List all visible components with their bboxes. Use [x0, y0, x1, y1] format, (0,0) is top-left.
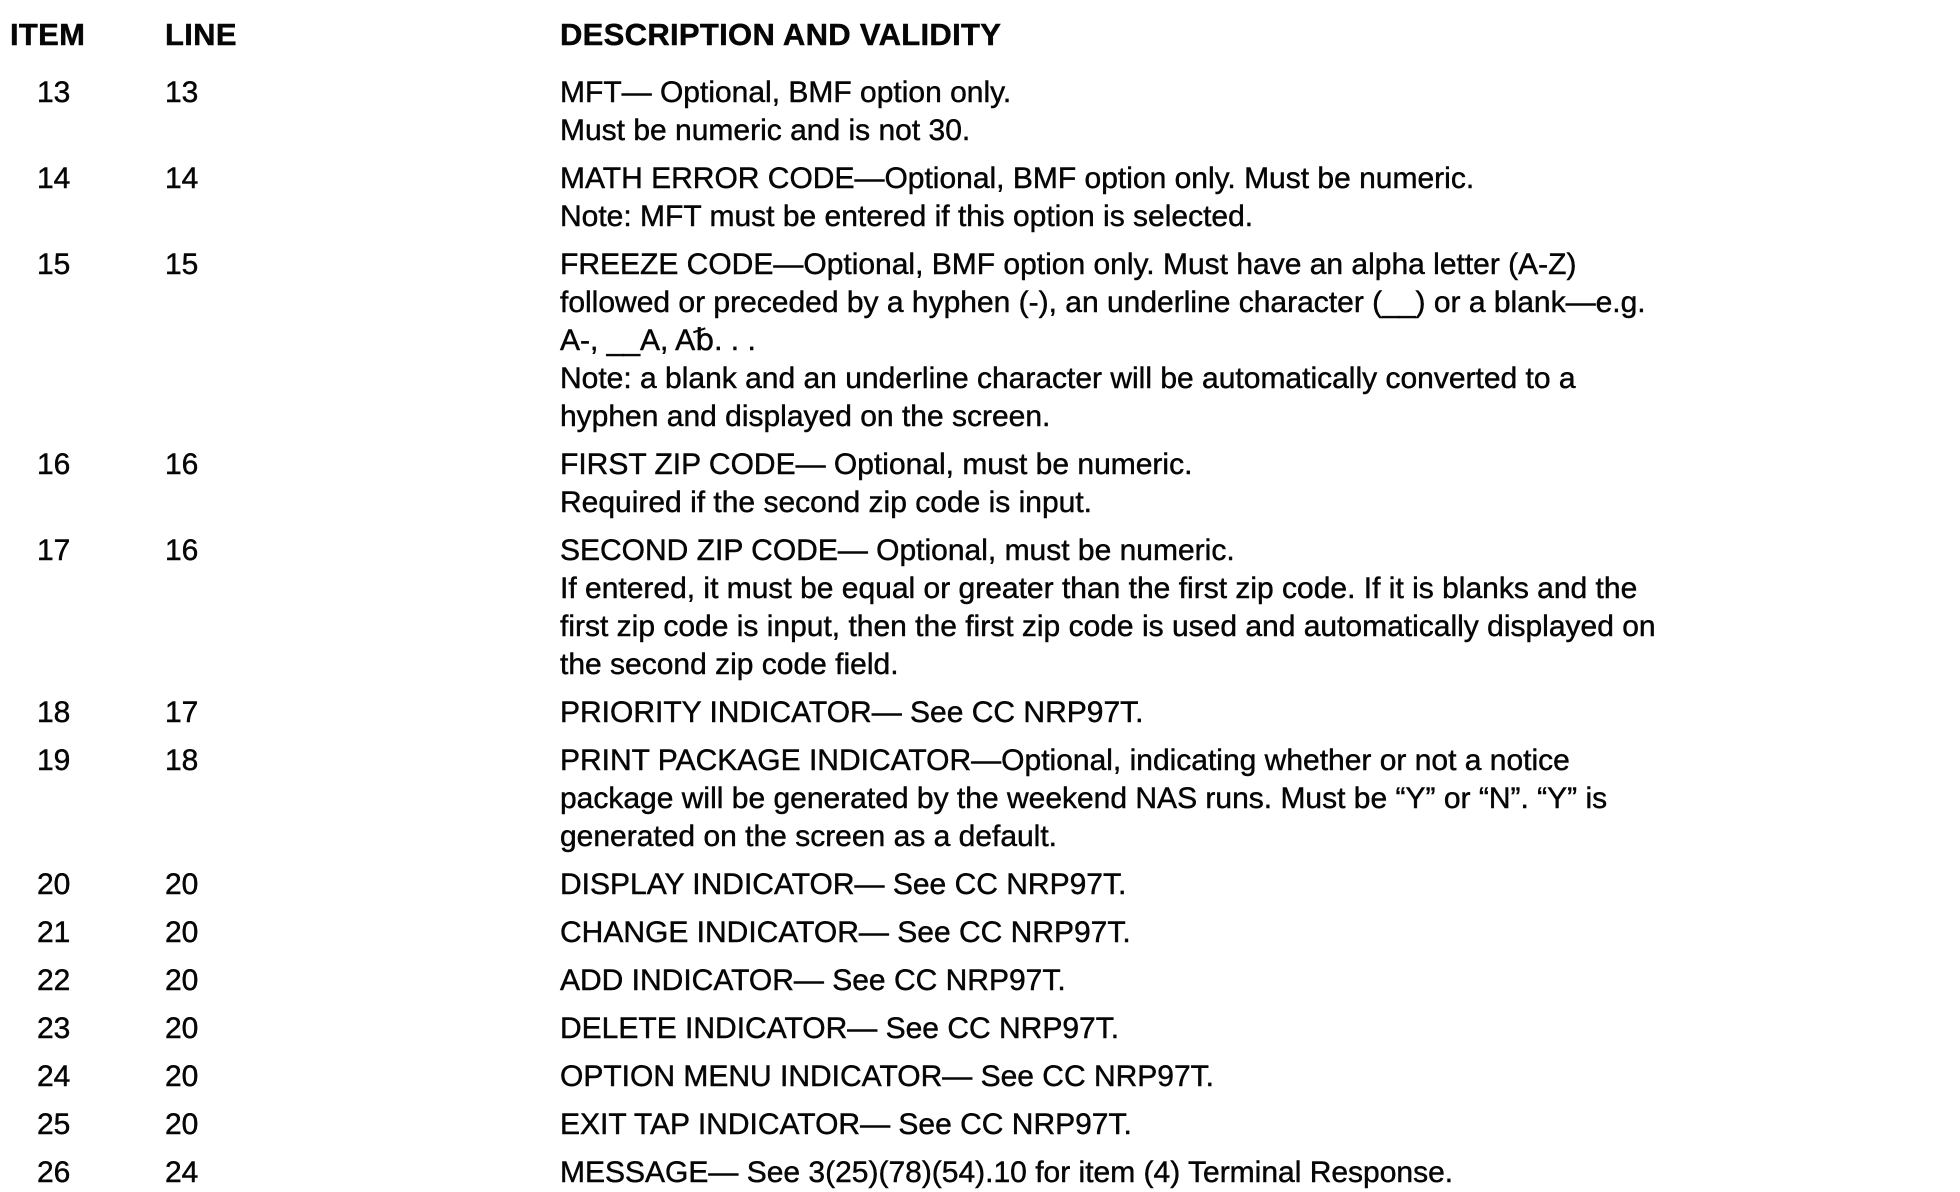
description-line: DISPLAY INDICATOR— See CC NRP97T.	[560, 868, 1127, 901]
line-number: 20	[165, 916, 199, 949]
description-cell	[560, 1058, 1940, 1096]
column-header-line: LINE	[165, 17, 237, 52]
line-number: 20	[165, 1108, 199, 1141]
table-row	[10, 160, 1940, 236]
item-number: 25	[37, 1108, 71, 1141]
description-cell	[560, 1106, 1940, 1144]
line-number: 16	[165, 534, 199, 567]
item-number: 21	[37, 916, 71, 949]
description-line: Note: a blank and an underline character will be automatically converted to a	[560, 362, 1576, 395]
table-row	[10, 914, 1940, 952]
table-row	[10, 532, 1940, 684]
description-line: PRINT PACKAGE INDICATOR—Optional, indicating whether or not a notice	[560, 744, 1570, 777]
table-row	[10, 1058, 1940, 1096]
line-number: 20	[165, 1060, 199, 1093]
item-number: 20	[37, 868, 71, 901]
table-row	[10, 962, 1940, 1000]
item-number: 15	[37, 248, 71, 281]
table-row	[10, 694, 1940, 732]
line-number: 20	[165, 964, 199, 997]
table-row	[10, 1154, 1940, 1192]
description-cell	[560, 1154, 1940, 1192]
line-number: 20	[165, 1012, 199, 1045]
description-line: package will be generated by the weekend NAS runs. Must be “Y” or “N”. “Y” is	[560, 782, 1608, 815]
description-cell	[560, 742, 1940, 856]
description-line: first zip code is input, then the first zip code is used and automatically displayed on	[560, 610, 1656, 643]
table-header-row	[10, 16, 1940, 54]
description-cell	[560, 962, 1940, 1000]
description-line: followed or preceded by a hyphen (-), an underline character (__) or a blank—e.g.	[560, 286, 1646, 319]
description-line: generated on the screen as a default.	[560, 820, 1058, 853]
description-line: EXIT TAP INDICATOR— See CC NRP97T.	[560, 1108, 1132, 1141]
table-row	[10, 1010, 1940, 1048]
description-line: ADD INDICATOR— See CC NRP97T.	[560, 964, 1066, 997]
table-row	[10, 742, 1940, 856]
description-line: PRIORITY INDICATOR— See CC NRP97T.	[560, 696, 1144, 729]
description-line: hyphen and displayed on the screen.	[560, 400, 1051, 433]
description-line: Note: MFT must be entered if this option is selected.	[560, 200, 1254, 233]
line-number: 13	[165, 76, 199, 109]
item-number: 13	[37, 76, 71, 109]
description-line: MFT— Optional, BMF option only.	[560, 76, 1012, 109]
table-row	[10, 246, 1940, 436]
table-row	[10, 446, 1940, 522]
line-number: 17	[165, 696, 199, 729]
description-line: FIRST ZIP CODE— Optional, must be numeric.	[560, 448, 1193, 481]
description-cell	[560, 160, 1940, 236]
table-row	[10, 74, 1940, 150]
description-cell	[560, 532, 1940, 684]
column-header-description: DESCRIPTION AND VALIDITY	[560, 17, 1002, 52]
description-line: MATH ERROR CODE—Optional, BMF option only. Must be numeric.	[560, 162, 1475, 195]
description-line: CHANGE INDICATOR— See CC NRP97T.	[560, 916, 1131, 949]
item-number: 17	[37, 534, 71, 567]
table-row	[10, 1106, 1940, 1144]
item-number: 19	[37, 744, 71, 777]
description-line: Required if the second zip code is input.	[560, 486, 1092, 519]
description-line: OPTION MENU INDICATOR— See CC NRP97T.	[560, 1060, 1214, 1093]
line-number: 24	[165, 1156, 199, 1189]
description-line: Must be numeric and is not 30.	[560, 114, 971, 147]
description-cell	[560, 914, 1940, 952]
description-cell	[560, 694, 1940, 732]
description-cell	[560, 246, 1940, 436]
line-number: 18	[165, 744, 199, 777]
description-line: the second zip code field.	[560, 648, 899, 681]
description-line: SECOND ZIP CODE— Optional, must be numeric.	[560, 534, 1235, 567]
description-line: A-, __A, A␢. . .	[560, 324, 756, 357]
description-line: FREEZE CODE—Optional, BMF option only. Must have an alpha letter (A-Z)	[560, 248, 1577, 281]
description-cell	[560, 74, 1940, 150]
item-number: 22	[37, 964, 71, 997]
description-line: MESSAGE— See 3(25)(78)(54).10 for item (4) Terminal Response.	[560, 1156, 1454, 1189]
item-number: 16	[37, 448, 71, 481]
item-number: 26	[37, 1156, 71, 1189]
item-number: 14	[37, 162, 71, 195]
table-body	[10, 74, 1940, 1192]
item-number: 18	[37, 696, 71, 729]
description-line: DELETE INDICATOR— See CC NRP97T.	[560, 1012, 1120, 1045]
line-number: 14	[165, 162, 199, 195]
line-number: 15	[165, 248, 199, 281]
description-cell	[560, 866, 1940, 904]
description-cell	[560, 1010, 1940, 1048]
item-number: 23	[37, 1012, 71, 1045]
item-number: 24	[37, 1060, 71, 1093]
description-line: If entered, it must be equal or greater than the first zip code. If it is blanks and the	[560, 572, 1638, 605]
table-row	[10, 866, 1940, 904]
column-header-item: ITEM	[10, 17, 86, 52]
line-number: 16	[165, 448, 199, 481]
description-cell	[560, 446, 1940, 522]
line-number: 20	[165, 868, 199, 901]
